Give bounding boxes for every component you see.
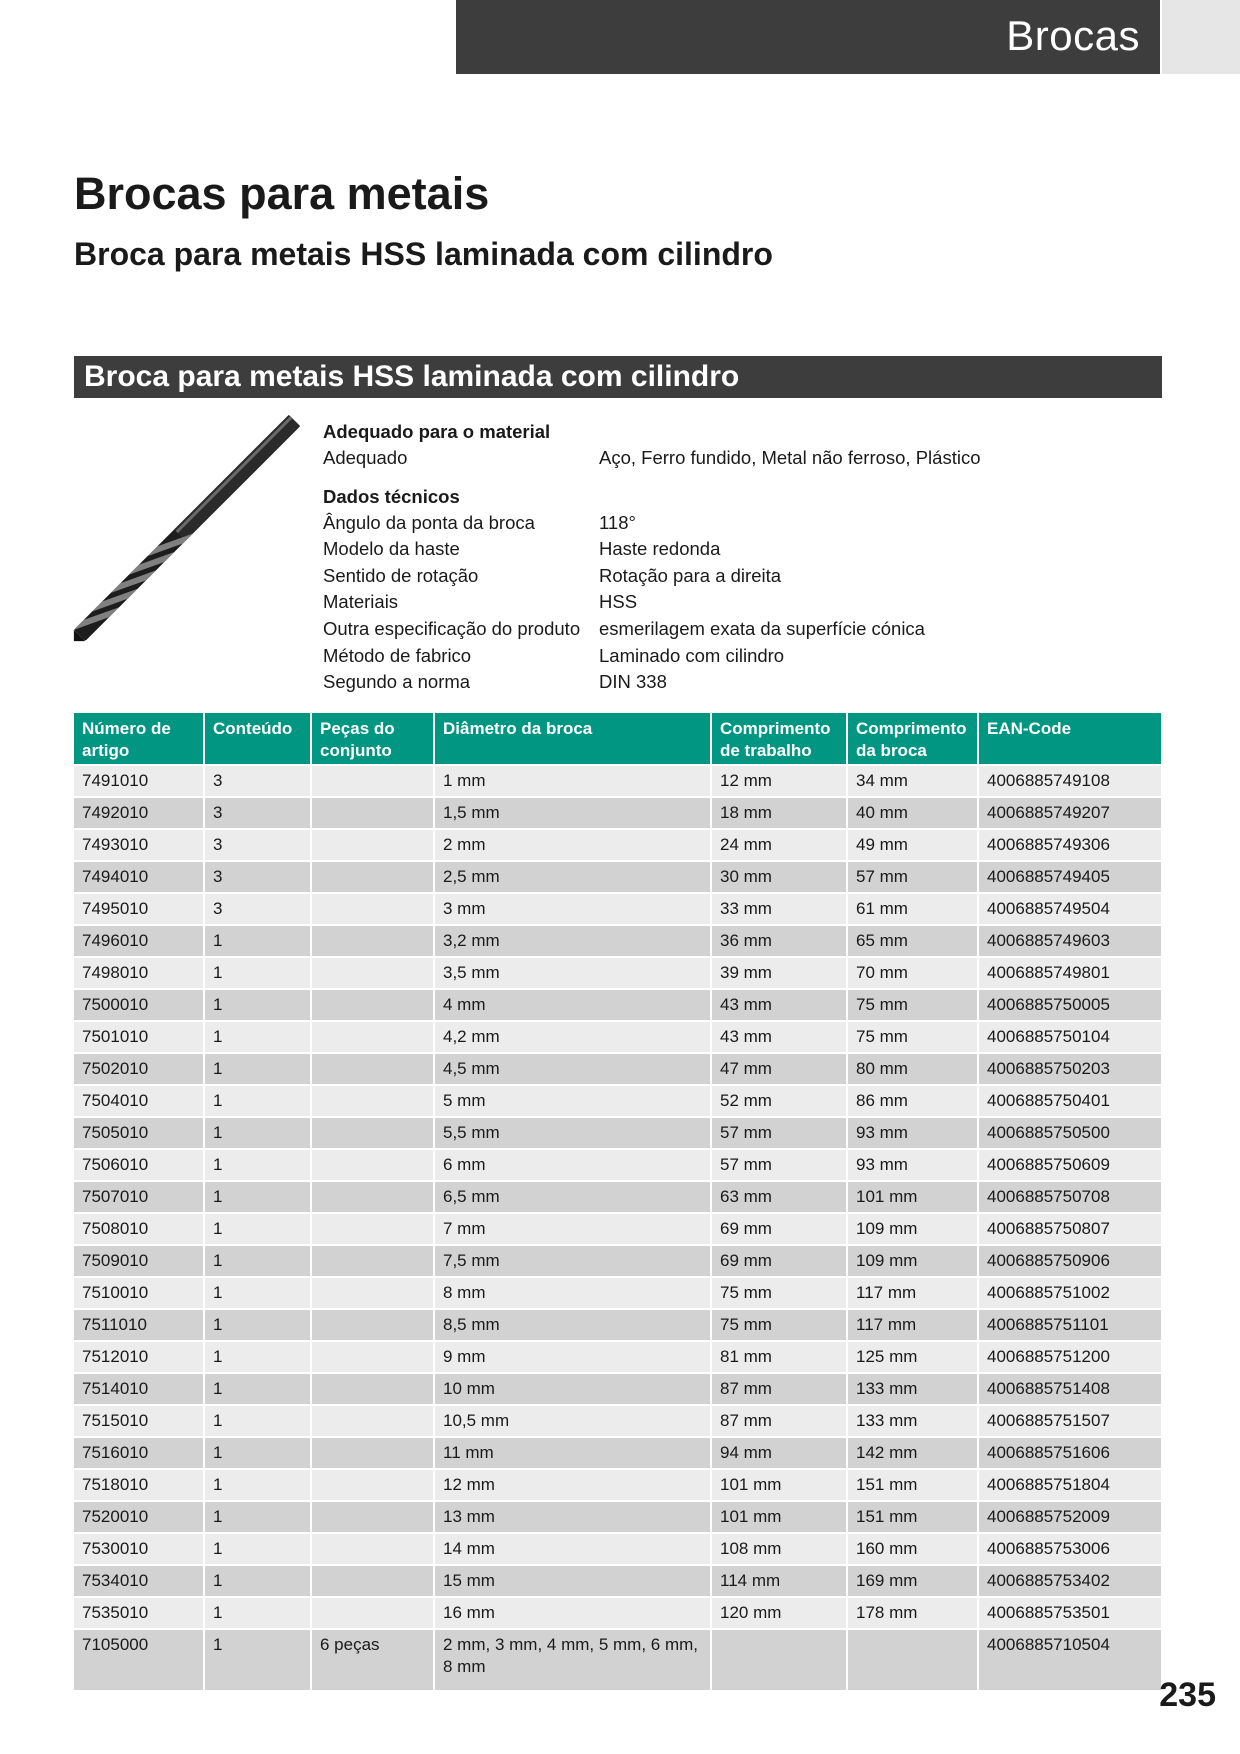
col-content-cell: 3 xyxy=(204,797,311,829)
col-article-number-cell: 7507010 xyxy=(74,1181,204,1213)
spec-label: Modelo da haste xyxy=(323,538,460,560)
table-row xyxy=(74,1213,1161,1245)
col-drill-length-cell: 109 mm xyxy=(847,1245,978,1277)
col-drill-length-cell: 142 mm xyxy=(847,1437,978,1469)
col-article-number-cell: 7492010 xyxy=(74,797,204,829)
col-drill-diameter-cell: 9 mm xyxy=(434,1341,711,1373)
col-article-number-cell: 7498010 xyxy=(74,957,204,989)
col-drill-diameter-cell: 4,2 mm xyxy=(434,1021,711,1053)
col-drill-diameter-cell: 8 mm xyxy=(434,1277,711,1309)
col-content-cell: 1 xyxy=(204,1629,311,1691)
col-drill-diameter-header: Diâmetro da broca xyxy=(434,713,711,765)
col-working-length-cell: 47 mm xyxy=(711,1053,847,1085)
col-drill-diameter-cell: 1,5 mm xyxy=(434,797,711,829)
col-working-length-cell: 108 mm xyxy=(711,1533,847,1565)
col-drill-length-cell: 93 mm xyxy=(847,1149,978,1181)
col-article-number-cell: 7515010 xyxy=(74,1405,204,1437)
col-ean-code-header: EAN-Code xyxy=(978,713,1161,765)
col-working-length-cell: 114 mm xyxy=(711,1565,847,1597)
col-working-length-cell: 63 mm xyxy=(711,1181,847,1213)
spec-row xyxy=(323,589,1163,616)
col-ean-code-cell: 4006885750500 xyxy=(978,1117,1161,1149)
spec-row xyxy=(323,616,1163,643)
col-ean-code-cell: 4006885753006 xyxy=(978,1533,1161,1565)
col-working-length-cell: 87 mm xyxy=(711,1373,847,1405)
col-content-cell: 1 xyxy=(204,957,311,989)
col-drill-diameter-cell: 6 mm xyxy=(434,1149,711,1181)
col-set-pieces-cell xyxy=(311,797,434,829)
spec-value: Aço, Ferro fundido, Metal não ferroso, Plástico xyxy=(599,447,981,468)
col-article-number-cell: 7518010 xyxy=(74,1469,204,1501)
spec-label: Ângulo da ponta da broca xyxy=(323,511,535,533)
col-set-pieces-cell xyxy=(311,1085,434,1117)
col-content-cell: 1 xyxy=(204,1309,311,1341)
table-row xyxy=(74,1181,1161,1213)
col-content-cell: 1 xyxy=(204,1149,311,1181)
col-article-number-cell: 7495010 xyxy=(74,893,204,925)
col-ean-code-cell: 4006885750401 xyxy=(978,1085,1161,1117)
col-set-pieces-cell xyxy=(311,1021,434,1053)
spec-value: Rotação para a direita xyxy=(599,564,782,586)
table-row xyxy=(74,1629,1161,1691)
table-row xyxy=(74,1021,1161,1053)
col-drill-diameter-cell: 7 mm xyxy=(434,1213,711,1245)
col-article-number-cell: 7510010 xyxy=(74,1277,204,1309)
spec-label: Método de fabrico xyxy=(323,644,472,666)
col-drill-length-cell: 117 mm xyxy=(847,1277,978,1309)
col-drill-diameter-cell: 3 mm xyxy=(434,893,711,925)
col-content-cell: 1 xyxy=(204,1053,311,1085)
table-row xyxy=(74,861,1161,893)
col-drill-length-cell: 101 mm xyxy=(847,1181,978,1213)
table-row xyxy=(74,1501,1161,1533)
spec-value: Haste redonda xyxy=(599,538,721,560)
col-content-cell: 1 xyxy=(204,1213,311,1245)
col-drill-diameter-cell: 1 mm xyxy=(434,765,711,797)
col-drill-diameter-cell: 4 mm xyxy=(434,989,711,1021)
spec-row xyxy=(323,669,1163,696)
table-row xyxy=(74,1277,1161,1309)
col-set-pieces-header: Peças do conjunto xyxy=(311,713,434,765)
col-content-cell: 1 xyxy=(204,989,311,1021)
table-row xyxy=(74,1373,1161,1405)
table-row xyxy=(74,957,1161,989)
table-row xyxy=(74,893,1161,925)
table-row xyxy=(74,1149,1161,1181)
col-set-pieces-cell xyxy=(311,765,434,797)
drill-bit-image xyxy=(70,412,304,644)
col-working-length-cell: 81 mm xyxy=(711,1341,847,1373)
col-article-number-cell: 7493010 xyxy=(74,829,204,861)
col-drill-length-cell: 75 mm xyxy=(847,1021,978,1053)
col-drill-length-cell: 93 mm xyxy=(847,1117,978,1149)
col-set-pieces-cell xyxy=(311,957,434,989)
section-title: Broca para metais HSS laminada com cilindro xyxy=(74,356,1162,398)
spec-value: esmerilagem exata da superfície cónica xyxy=(599,617,925,639)
col-drill-length-cell: 160 mm xyxy=(847,1533,978,1565)
col-drill-length-cell: 61 mm xyxy=(847,893,978,925)
col-ean-code-cell: 4006885749207 xyxy=(978,797,1161,829)
col-set-pieces-cell xyxy=(311,1213,434,1245)
col-working-length-cell: 101 mm xyxy=(711,1501,847,1533)
spec-value: DIN 338 xyxy=(599,671,667,693)
col-set-pieces-cell xyxy=(311,1149,434,1181)
table-row xyxy=(74,925,1161,957)
col-drill-diameter-cell: 2 mm xyxy=(434,829,711,861)
spec-row xyxy=(323,510,1163,537)
col-article-number-cell: 7491010 xyxy=(74,765,204,797)
col-drill-diameter-cell: 16 mm xyxy=(434,1597,711,1629)
spec-label: Sentido de rotação xyxy=(323,564,479,586)
col-set-pieces-cell xyxy=(311,1117,434,1149)
spec-label: Materiais xyxy=(323,591,399,613)
header-tab xyxy=(1162,0,1240,74)
col-content-cell: 1 xyxy=(204,1501,311,1533)
col-ean-code-cell: 4006885753402 xyxy=(978,1565,1161,1597)
spec-row xyxy=(323,536,1163,563)
col-drill-length-cell: 178 mm xyxy=(847,1597,978,1629)
col-drill-diameter-cell: 5,5 mm xyxy=(434,1117,711,1149)
col-working-length-cell: 69 mm xyxy=(711,1245,847,1277)
col-article-number-cell: 7504010 xyxy=(74,1085,204,1117)
col-ean-code-cell: 4006885751606 xyxy=(978,1437,1161,1469)
page-number: 235 xyxy=(1159,1676,1216,1714)
tech-heading: Dados técnicos xyxy=(323,485,460,507)
col-set-pieces-cell xyxy=(311,1533,434,1565)
col-ean-code-cell: 4006885750005 xyxy=(978,989,1161,1021)
col-content-cell: 3 xyxy=(204,861,311,893)
col-content-cell: 1 xyxy=(204,1405,311,1437)
col-ean-code-cell: 4006885750609 xyxy=(978,1149,1161,1181)
col-content-cell: 1 xyxy=(204,1117,311,1149)
col-drill-diameter-cell: 12 mm xyxy=(434,1469,711,1501)
col-content-cell: 1 xyxy=(204,1277,311,1309)
col-article-number-cell: 7500010 xyxy=(74,989,204,1021)
col-drill-diameter-cell: 14 mm xyxy=(434,1533,711,1565)
col-content-cell: 1 xyxy=(204,1341,311,1373)
specs-block xyxy=(323,418,1163,696)
col-drill-diameter-cell: 8,5 mm xyxy=(434,1309,711,1341)
col-set-pieces-cell xyxy=(311,1437,434,1469)
col-content-cell: 1 xyxy=(204,1021,311,1053)
col-content-cell: 1 xyxy=(204,1245,311,1277)
col-set-pieces-cell xyxy=(311,893,434,925)
col-working-length-cell xyxy=(711,1629,847,1691)
col-set-pieces-cell xyxy=(311,925,434,957)
col-drill-length-cell: 133 mm xyxy=(847,1373,978,1405)
col-content-cell: 3 xyxy=(204,829,311,861)
table-row xyxy=(74,1053,1161,1085)
spec-value: HSS xyxy=(599,591,638,613)
col-article-number-cell: 7506010 xyxy=(74,1149,204,1181)
col-set-pieces-cell xyxy=(311,989,434,1021)
col-ean-code-cell: 4006885750807 xyxy=(978,1213,1161,1245)
col-ean-code-cell: 4006885749603 xyxy=(978,925,1161,957)
col-drill-length-cell: 117 mm xyxy=(847,1309,978,1341)
col-working-length-cell: 39 mm xyxy=(711,957,847,989)
col-drill-diameter-cell: 4,5 mm xyxy=(434,1053,711,1085)
col-content-cell: 1 xyxy=(204,925,311,957)
col-drill-length-cell: 49 mm xyxy=(847,829,978,861)
col-article-number-cell: 7530010 xyxy=(74,1533,204,1565)
col-article-number-cell: 7509010 xyxy=(74,1245,204,1277)
col-ean-code-cell: 4006885751101 xyxy=(978,1309,1161,1341)
table-row xyxy=(74,1341,1161,1373)
product-table xyxy=(74,713,1161,1692)
header-bar xyxy=(456,0,1160,74)
col-working-length-cell: 43 mm xyxy=(711,989,847,1021)
col-ean-code-cell: 4006885751002 xyxy=(978,1277,1161,1309)
col-drill-length-cell: 34 mm xyxy=(847,765,978,797)
col-working-length-cell: 12 mm xyxy=(711,765,847,797)
table-row xyxy=(74,1405,1161,1437)
col-content-cell: 1 xyxy=(204,1469,311,1501)
spec-label: Segundo a norma xyxy=(323,671,471,693)
material-heading: Adequado para o material xyxy=(323,421,551,442)
col-article-number-cell: 7502010 xyxy=(74,1053,204,1085)
spec-value: Laminado com cilindro xyxy=(599,644,785,666)
col-drill-diameter-cell: 5 mm xyxy=(434,1085,711,1117)
col-working-length-cell: 36 mm xyxy=(711,925,847,957)
col-ean-code-cell: 4006885750203 xyxy=(978,1053,1161,1085)
col-article-number-cell: 7535010 xyxy=(74,1597,204,1629)
col-drill-length-cell: 40 mm xyxy=(847,797,978,829)
header-title: Brocas xyxy=(1006,12,1140,59)
spec-value: 118° xyxy=(599,511,636,533)
col-article-number-cell: 7494010 xyxy=(74,861,204,893)
col-article-number-cell: 7501010 xyxy=(74,1021,204,1053)
col-ean-code-cell: 4006885750104 xyxy=(978,1021,1161,1053)
col-working-length-cell: 120 mm xyxy=(711,1597,847,1629)
page-subtitle: Broca para metais HSS laminada com cilindro xyxy=(74,236,773,272)
col-ean-code-cell: 4006885749801 xyxy=(978,957,1161,989)
col-set-pieces-cell xyxy=(311,1373,434,1405)
col-content-cell: 1 xyxy=(204,1181,311,1213)
col-content-header: Conteúdo xyxy=(204,713,311,765)
col-set-pieces-cell xyxy=(311,1181,434,1213)
table-row xyxy=(74,1117,1161,1149)
table-row xyxy=(74,765,1161,797)
table-header-row xyxy=(74,713,1161,765)
col-set-pieces-cell xyxy=(311,1597,434,1629)
col-content-cell: 1 xyxy=(204,1085,311,1117)
spec-label: Outra especificação do produto xyxy=(323,617,581,639)
table-row xyxy=(74,797,1161,829)
col-working-length-cell: 57 mm xyxy=(711,1117,847,1149)
col-set-pieces-cell xyxy=(311,1277,434,1309)
col-working-length-header: Comprimento de trabalho xyxy=(711,713,847,765)
col-ean-code-cell: 4006885751408 xyxy=(978,1373,1161,1405)
table-row xyxy=(74,989,1161,1021)
col-content-cell: 1 xyxy=(204,1437,311,1469)
col-drill-diameter-cell: 10 mm xyxy=(434,1373,711,1405)
col-ean-code-cell: 4006885749504 xyxy=(978,893,1161,925)
col-ean-code-cell: 4006885749405 xyxy=(978,861,1161,893)
col-ean-code-cell: 4006885753501 xyxy=(978,1597,1161,1629)
spec-label: Adequado xyxy=(323,447,408,468)
col-set-pieces-cell xyxy=(311,1501,434,1533)
col-drill-diameter-cell: 15 mm xyxy=(434,1565,711,1597)
col-ean-code-cell: 4006885710504 xyxy=(978,1629,1161,1691)
col-working-length-cell: 52 mm xyxy=(711,1085,847,1117)
table-row xyxy=(74,829,1161,861)
col-drill-length-cell: 109 mm xyxy=(847,1213,978,1245)
col-article-number-cell: 7520010 xyxy=(74,1501,204,1533)
table-row xyxy=(74,1597,1161,1629)
spec-row xyxy=(323,563,1163,590)
col-drill-diameter-cell: 13 mm xyxy=(434,1501,711,1533)
spec-row xyxy=(323,445,1163,472)
col-drill-diameter-cell: 11 mm xyxy=(434,1437,711,1469)
col-drill-diameter-cell: 6,5 mm xyxy=(434,1181,711,1213)
col-article-number-header: Número de artigo xyxy=(74,713,204,765)
col-content-cell: 1 xyxy=(204,1597,311,1629)
col-ean-code-cell: 4006885751507 xyxy=(978,1405,1161,1437)
col-ean-code-cell: 4006885749108 xyxy=(978,765,1161,797)
table-row xyxy=(74,1469,1161,1501)
col-ean-code-cell: 4006885751804 xyxy=(978,1469,1161,1501)
col-drill-diameter-cell: 2,5 mm xyxy=(434,861,711,893)
col-content-cell: 1 xyxy=(204,1373,311,1405)
col-article-number-cell: 7508010 xyxy=(74,1213,204,1245)
col-article-number-cell: 7514010 xyxy=(74,1373,204,1405)
col-drill-diameter-cell: 2 mm, 3 mm, 4 mm, 5 mm, 6 mm, 8 mm xyxy=(434,1629,711,1691)
col-drill-length-cell: 75 mm xyxy=(847,989,978,1021)
col-set-pieces-cell xyxy=(311,1405,434,1437)
col-drill-length-cell: 133 mm xyxy=(847,1405,978,1437)
col-set-pieces-cell xyxy=(311,1245,434,1277)
col-drill-length-cell: 151 mm xyxy=(847,1469,978,1501)
col-set-pieces-cell xyxy=(311,861,434,893)
col-set-pieces-cell xyxy=(311,1309,434,1341)
col-drill-length-cell: 80 mm xyxy=(847,1053,978,1085)
col-drill-diameter-cell: 3,2 mm xyxy=(434,925,711,957)
col-working-length-cell: 101 mm xyxy=(711,1469,847,1501)
col-article-number-cell: 7516010 xyxy=(74,1437,204,1469)
col-set-pieces-cell xyxy=(311,1565,434,1597)
table-body xyxy=(74,765,1161,1691)
col-set-pieces-cell xyxy=(311,1053,434,1085)
col-working-length-cell: 57 mm xyxy=(711,1149,847,1181)
col-working-length-cell: 18 mm xyxy=(711,797,847,829)
col-content-cell: 1 xyxy=(204,1565,311,1597)
col-drill-diameter-cell: 7,5 mm xyxy=(434,1245,711,1277)
col-drill-length-cell xyxy=(847,1629,978,1691)
col-content-cell: 3 xyxy=(204,893,311,925)
col-drill-diameter-cell: 10,5 mm xyxy=(434,1405,711,1437)
col-drill-diameter-cell: 3,5 mm xyxy=(434,957,711,989)
col-set-pieces-cell xyxy=(311,829,434,861)
col-drill-length-cell: 151 mm xyxy=(847,1501,978,1533)
col-working-length-cell: 94 mm xyxy=(711,1437,847,1469)
col-drill-length-cell: 86 mm xyxy=(847,1085,978,1117)
col-set-pieces-cell xyxy=(311,1469,434,1501)
col-article-number-cell: 7511010 xyxy=(74,1309,204,1341)
table-row xyxy=(74,1245,1161,1277)
col-working-length-cell: 75 mm xyxy=(711,1277,847,1309)
col-drill-length-cell: 65 mm xyxy=(847,925,978,957)
col-article-number-cell: 7512010 xyxy=(74,1341,204,1373)
col-set-pieces-cell: 6 peças xyxy=(311,1629,434,1691)
col-article-number-cell: 7505010 xyxy=(74,1117,204,1149)
col-article-number-cell: 7534010 xyxy=(74,1565,204,1597)
table-row xyxy=(74,1085,1161,1117)
col-ean-code-cell: 4006885750906 xyxy=(978,1245,1161,1277)
col-working-length-cell: 30 mm xyxy=(711,861,847,893)
col-working-length-cell: 75 mm xyxy=(711,1309,847,1341)
col-working-length-cell: 69 mm xyxy=(711,1213,847,1245)
col-working-length-cell: 33 mm xyxy=(711,893,847,925)
spec-row xyxy=(323,643,1163,670)
col-drill-length-cell: 57 mm xyxy=(847,861,978,893)
table-row xyxy=(74,1309,1161,1341)
col-drill-length-header: Comprimento da broca xyxy=(847,713,978,765)
col-set-pieces-cell xyxy=(311,1341,434,1373)
col-content-cell: 3 xyxy=(204,765,311,797)
col-content-cell: 1 xyxy=(204,1533,311,1565)
col-ean-code-cell: 4006885752009 xyxy=(978,1501,1161,1533)
col-drill-length-cell: 125 mm xyxy=(847,1341,978,1373)
col-article-number-cell: 7105000 xyxy=(74,1629,204,1691)
col-working-length-cell: 24 mm xyxy=(711,829,847,861)
table-row xyxy=(74,1437,1161,1469)
col-drill-length-cell: 70 mm xyxy=(847,957,978,989)
page-title: Brocas para metais xyxy=(74,168,490,219)
col-drill-length-cell: 169 mm xyxy=(847,1565,978,1597)
table-row xyxy=(74,1533,1161,1565)
col-working-length-cell: 43 mm xyxy=(711,1021,847,1053)
col-working-length-cell: 87 mm xyxy=(711,1405,847,1437)
col-ean-code-cell: 4006885749306 xyxy=(978,829,1161,861)
col-ean-code-cell: 4006885751200 xyxy=(978,1341,1161,1373)
col-ean-code-cell: 4006885750708 xyxy=(978,1181,1161,1213)
col-article-number-cell: 7496010 xyxy=(74,925,204,957)
table-row xyxy=(74,1565,1161,1597)
